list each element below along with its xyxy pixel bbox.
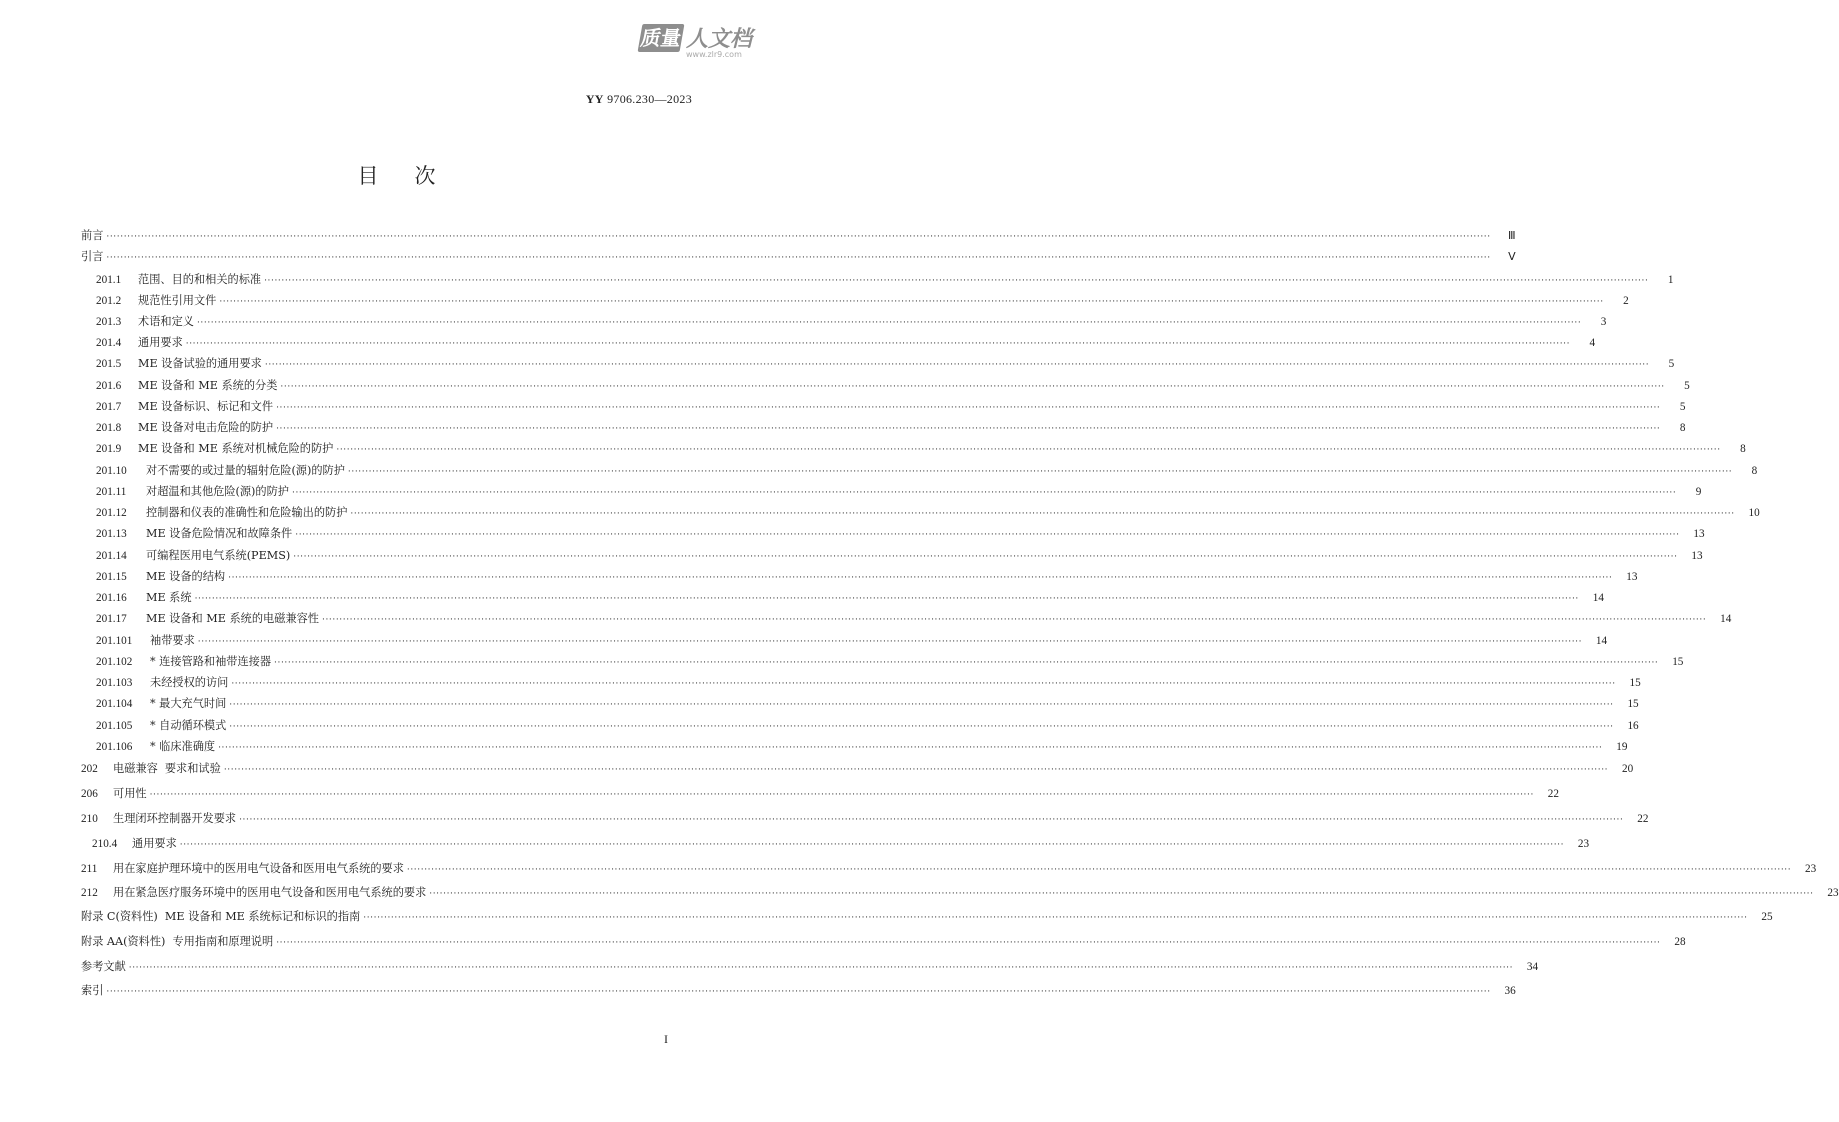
toc-entry-title: ME 设备标识、标记和文件 [138, 400, 274, 413]
toc-entry-title: ME 设备和 ME 系统对机械危险的防护 [138, 442, 334, 455]
toc-entry[interactable] [96, 483, 1702, 501]
toc-entry-number: 212 [81, 887, 98, 899]
toc-entry-page: 36 [1504, 985, 1516, 997]
toc-entry[interactable] [81, 785, 1559, 803]
toc-entry[interactable] [96, 610, 1732, 628]
toc-entry-title: 可用性 [113, 787, 147, 800]
dot-leader: ················································································································································································································································································································································································································ [291, 488, 1677, 498]
dot-leader: ················································································································································································································································································································································································································ [219, 297, 1604, 307]
dot-leader: ················································································································································································································································································································································································································ [106, 253, 1491, 263]
dot-leader: ················································································································································································································································································································································································································ [429, 889, 1814, 899]
toc-entry-page: 16 [1627, 720, 1639, 732]
toc-entry-number: 201.2 [96, 295, 122, 307]
toc-entry-page: 13 [1693, 528, 1705, 540]
toc-entry-number: 211 [81, 863, 98, 875]
toc-entry[interactable] [81, 860, 1817, 878]
toc-entry[interactable] [81, 908, 1773, 926]
toc-entry-page: 19 [1616, 741, 1628, 753]
toc-entry-number: 201.17 [96, 613, 127, 625]
toc-entry-page: Ⅲ [1508, 230, 1516, 242]
dot-leader: ················································································································································································································································································································································································································ [295, 530, 1680, 540]
toc-entry-title: 索引 [81, 984, 104, 997]
toc-entry[interactable] [96, 440, 1746, 458]
toc-entry[interactable] [96, 738, 1628, 756]
toc-entry[interactable] [96, 419, 1686, 437]
toc-entry-page: 14 [1720, 613, 1732, 625]
dot-leader: ················································································································································································································································································································································································································ [276, 403, 1661, 413]
dot-leader: ················································································································································································································································································································································································································ [264, 360, 1650, 370]
toc-entry-page: 15 [1627, 698, 1639, 710]
toc-entry-number: 201.11 [96, 486, 127, 498]
toc-entry-number: 201.7 [96, 401, 122, 413]
toc-entry-title: 对超温和其他危险(源)的防护 [146, 485, 289, 498]
toc-entry-page: 14 [1595, 635, 1608, 647]
toc-entry[interactable] [96, 717, 1639, 735]
toc-entry-number: 201.5 [96, 358, 122, 370]
page-title: 目次 [357, 164, 472, 188]
toc-entry-number: 201.101 [96, 635, 133, 647]
logo-text: 人文档 [686, 27, 753, 52]
toc-entry-page: 5 [1684, 380, 1690, 392]
toc-entry-number: 201.104 [96, 698, 133, 710]
toc-entry-number: 206 [81, 788, 98, 800]
dot-leader: ················································································································································································································································································································································································································ [106, 232, 1491, 242]
toc-entry-title: 用在家庭护理环境中的医用电气设备和医用电气系统的要求 [113, 862, 404, 875]
toc-entry-number: 201.15 [96, 571, 127, 583]
toc-entry[interactable] [96, 292, 1629, 310]
toc-entry-title: 参考文献 [81, 960, 126, 973]
watermark-logo [640, 20, 788, 66]
toc-entry[interactable] [81, 810, 1649, 828]
dot-leader: ················································································································································································································································································································································································································ [239, 815, 1624, 825]
toc-entry-number: 201.16 [96, 592, 127, 604]
toc-entry[interactable] [81, 884, 1839, 902]
toc-entry-title: 附录 AA(资料性) 专用指南和原理说明 [81, 935, 274, 948]
dot-leader: ················································································································································································································································································································································································································ [229, 722, 1614, 732]
toc-entry-title: 对不需要的或过量的辐射危险(源)的防护 [146, 464, 345, 477]
toc-entry-number: 201.102 [96, 656, 133, 668]
toc-entry-page: 8 [1751, 465, 1758, 477]
toc-entry-number: 210.4 [92, 838, 118, 850]
toc-entry-title: 附录 C(资料性) ME 设备和 ME 系统标记和标识的指南 [81, 910, 361, 923]
dot-leader: ················································································································································································································································································································································································································ [196, 318, 1582, 328]
toc-entry-number: 210 [81, 813, 98, 825]
toc-entry-number: 201.103 [96, 677, 133, 689]
toc-entry-title: 电磁兼容 要求和试验 [113, 762, 221, 775]
dot-leader: ················································································································································································································································································································································································································ [197, 637, 1583, 647]
toc-entry-page: 9 [1695, 486, 1702, 498]
toc-entry-title: 生理闭环控制器开发要求 [113, 812, 237, 825]
toc-entry-number: 201.6 [96, 380, 122, 392]
dot-leader: ················································································································································································································································································································································································································ [185, 339, 1571, 349]
toc-entry[interactable] [96, 355, 1675, 373]
toc-entry[interactable] [81, 248, 1516, 266]
dot-leader: ················································································································································································································································································································································································································ [179, 840, 1565, 850]
toc-entry-page: 23 [1805, 863, 1817, 875]
dot-leader: ················································································································································································································································································································································································································ [264, 276, 1649, 286]
toc-entry-title: ME 设备和 ME 系统的电磁兼容性 [146, 612, 319, 625]
toc-entry-title: ME 设备对电击危险的防护 [138, 421, 274, 434]
toc-entry-title: 范围、目的和相关的标准 [138, 273, 262, 286]
toc-entry[interactable] [81, 760, 1634, 778]
toc-entry[interactable] [96, 674, 1641, 692]
dot-leader: ················································································································································································································································································································································································································ [231, 679, 1616, 689]
dot-leader: ················································································································································································································································································································································································································ [406, 865, 1792, 875]
toc-entry-number: 201.14 [96, 550, 127, 562]
dot-leader: ················································································································································································································································································································································································································ [128, 963, 1514, 973]
toc-entry-title: ME 设备的结构 [146, 570, 226, 583]
toc-entry-page: 2 [1623, 295, 1629, 307]
toc-entry-page: 5 [1668, 358, 1675, 370]
toc-entry-page: 25 [1761, 911, 1773, 923]
page-number: I [664, 1032, 668, 1046]
toc-entry-page: 20 [1621, 763, 1634, 775]
toc-entry[interactable] [96, 377, 1690, 395]
dot-leader: ················································································································································································································································································································································································································ [293, 552, 1678, 562]
toc-entry[interactable] [96, 589, 1604, 607]
toc-entry-number: 201.1 [96, 274, 122, 286]
toc-entry-page: 8 [1679, 422, 1686, 434]
toc-entry-number: 201.4 [96, 337, 122, 349]
toc-entry-number: 201.10 [96, 465, 127, 477]
toc-entry[interactable] [96, 653, 1684, 671]
toc-entry-page: 23 [1827, 887, 1839, 899]
toc-entry[interactable] [96, 568, 1638, 586]
toc-entry-page: 22 [1547, 788, 1559, 800]
dot-leader: ················································································································································································································································································································································································································ [194, 594, 1579, 604]
toc-entry[interactable] [96, 632, 1608, 650]
toc-entry-page: 34 [1526, 961, 1539, 973]
toc-entry-page: 28 [1674, 936, 1686, 948]
dot-leader: ················································································································································································································································································································································································································ [149, 790, 1534, 800]
toc-entry[interactable] [96, 525, 1705, 543]
toc-entry-page: 1 [1667, 274, 1674, 286]
toc-entry[interactable] [96, 695, 1639, 713]
toc-entry[interactable] [81, 933, 1686, 951]
dot-leader: ················································································································································································································································································································································································································ [106, 987, 1491, 997]
toc-entry-title: ME 设备危险情况和故障条件 [146, 527, 293, 540]
toc-entry-page: 3 [1600, 316, 1607, 328]
toc-entry-title: 袖带要求 [150, 634, 195, 647]
toc-entry-page: 4 [1589, 337, 1596, 349]
logo-url: www.zlr9.com [686, 50, 742, 59]
dot-leader: ················································································································································································································································································································································································································ [321, 615, 1707, 625]
toc-entry-number: 201.105 [96, 720, 133, 732]
standard-code: 9706.230—2023 [607, 92, 692, 106]
toc-entry-title: ME 设备和 ME 系统的分类 [138, 379, 278, 392]
dot-leader: ················································································································································································································································································································································································································ [336, 445, 1721, 455]
dot-leader: ················································································································································································································································································································································································································ [276, 938, 1661, 948]
toc-entry-page: 15 [1629, 677, 1641, 689]
dot-leader: ················································································································································································································································································································································································································ [274, 658, 1659, 668]
dot-leader: ················································································································································································································································································································································································································ [223, 765, 1609, 775]
toc-entry-page: 22 [1637, 813, 1649, 825]
dot-leader: ················································································································································································································································································································································································································ [363, 913, 1748, 923]
toc-entry-page: Ⅴ [1508, 251, 1516, 263]
toc-entry-title: ME 系统 [146, 591, 192, 604]
toc-entry-number: 201.3 [96, 316, 122, 328]
toc-entry[interactable] [96, 334, 1596, 352]
toc-entry-page: 10 [1748, 507, 1760, 519]
standard-prefix: YY [585, 92, 604, 106]
toc-entry-title: 引言 [81, 250, 104, 263]
toc-entry-title: * 连接管路和袖带连接器 [150, 655, 272, 668]
toc-entry[interactable] [96, 504, 1760, 522]
logo-mark: 质量 [638, 26, 684, 50]
toc-entry-title: * 最大充气时间 [150, 697, 227, 710]
toc-entry-number: 201.8 [96, 422, 122, 434]
toc-entry[interactable] [96, 313, 1607, 331]
standard-number [562, 92, 692, 107]
toc-entry-page: 5 [1679, 401, 1686, 413]
toc-entry-page: 13 [1626, 571, 1638, 583]
toc-entry[interactable] [96, 398, 1686, 416]
toc-entry-page: 15 [1672, 656, 1684, 668]
toc-entry[interactable] [96, 547, 1703, 565]
dot-leader: ················································································································································································································································································································································································································ [218, 743, 1603, 753]
toc-entry-title: 控制器和仪表的准确性和危险输出的防护 [146, 506, 348, 519]
toc-entry-title: 用在紧急医疗服务环境中的医用电气设备和医用电气系统的要求 [113, 886, 427, 899]
toc-entry-title: ME 设备试验的通用要求 [138, 357, 262, 370]
toc-entry-number: 201.9 [96, 443, 122, 455]
toc-entry[interactable] [81, 227, 1516, 245]
toc-entry[interactable] [81, 958, 1539, 976]
dot-leader: ················································································································································································································································································································································································································ [228, 573, 1613, 583]
toc-entry-title: 术语和定义 [138, 315, 194, 328]
dot-leader: ················································································································································································································································································································································································································ [229, 700, 1614, 710]
toc-entry-number: 201.12 [96, 507, 127, 519]
toc-entry-number: 201.106 [96, 741, 133, 753]
toc-entry[interactable] [96, 271, 1674, 289]
toc-entry-page: 8 [1740, 443, 1746, 455]
dot-leader: ················································································································································································································································································································································································································ [280, 382, 1665, 392]
toc-entry[interactable] [92, 835, 1590, 853]
toc-entry-title: * 自动循环模式 [150, 719, 227, 732]
toc-entry-title: 通用要求 [138, 336, 183, 349]
toc-entry-page: 23 [1577, 838, 1590, 850]
toc-entry[interactable] [81, 982, 1516, 1000]
toc-entry-title: 规范性引用文件 [138, 294, 217, 307]
dot-leader: ················································································································································································································································································································································································································ [347, 467, 1733, 477]
toc-entry-number: 202 [81, 763, 98, 775]
toc-entry-title: 可编程医用电气系统(PEMS) [146, 549, 291, 562]
dot-leader: ················································································································································································································································································································································································································ [276, 424, 1661, 434]
dot-leader: ················································································································································································································································································································································································································ [350, 509, 1735, 519]
toc-entry-number: 201.13 [96, 528, 127, 540]
toc-entry-title: 前言 [81, 229, 104, 242]
toc-entry-title: 通用要求 [132, 837, 177, 850]
toc-entry-title: * 临床准确度 [150, 740, 216, 753]
toc-entry-page: 14 [1592, 592, 1604, 604]
toc-entry[interactable] [96, 462, 1758, 480]
toc-entry-title: 未经授权的访问 [150, 676, 229, 689]
toc-entry-page: 13 [1691, 550, 1703, 562]
